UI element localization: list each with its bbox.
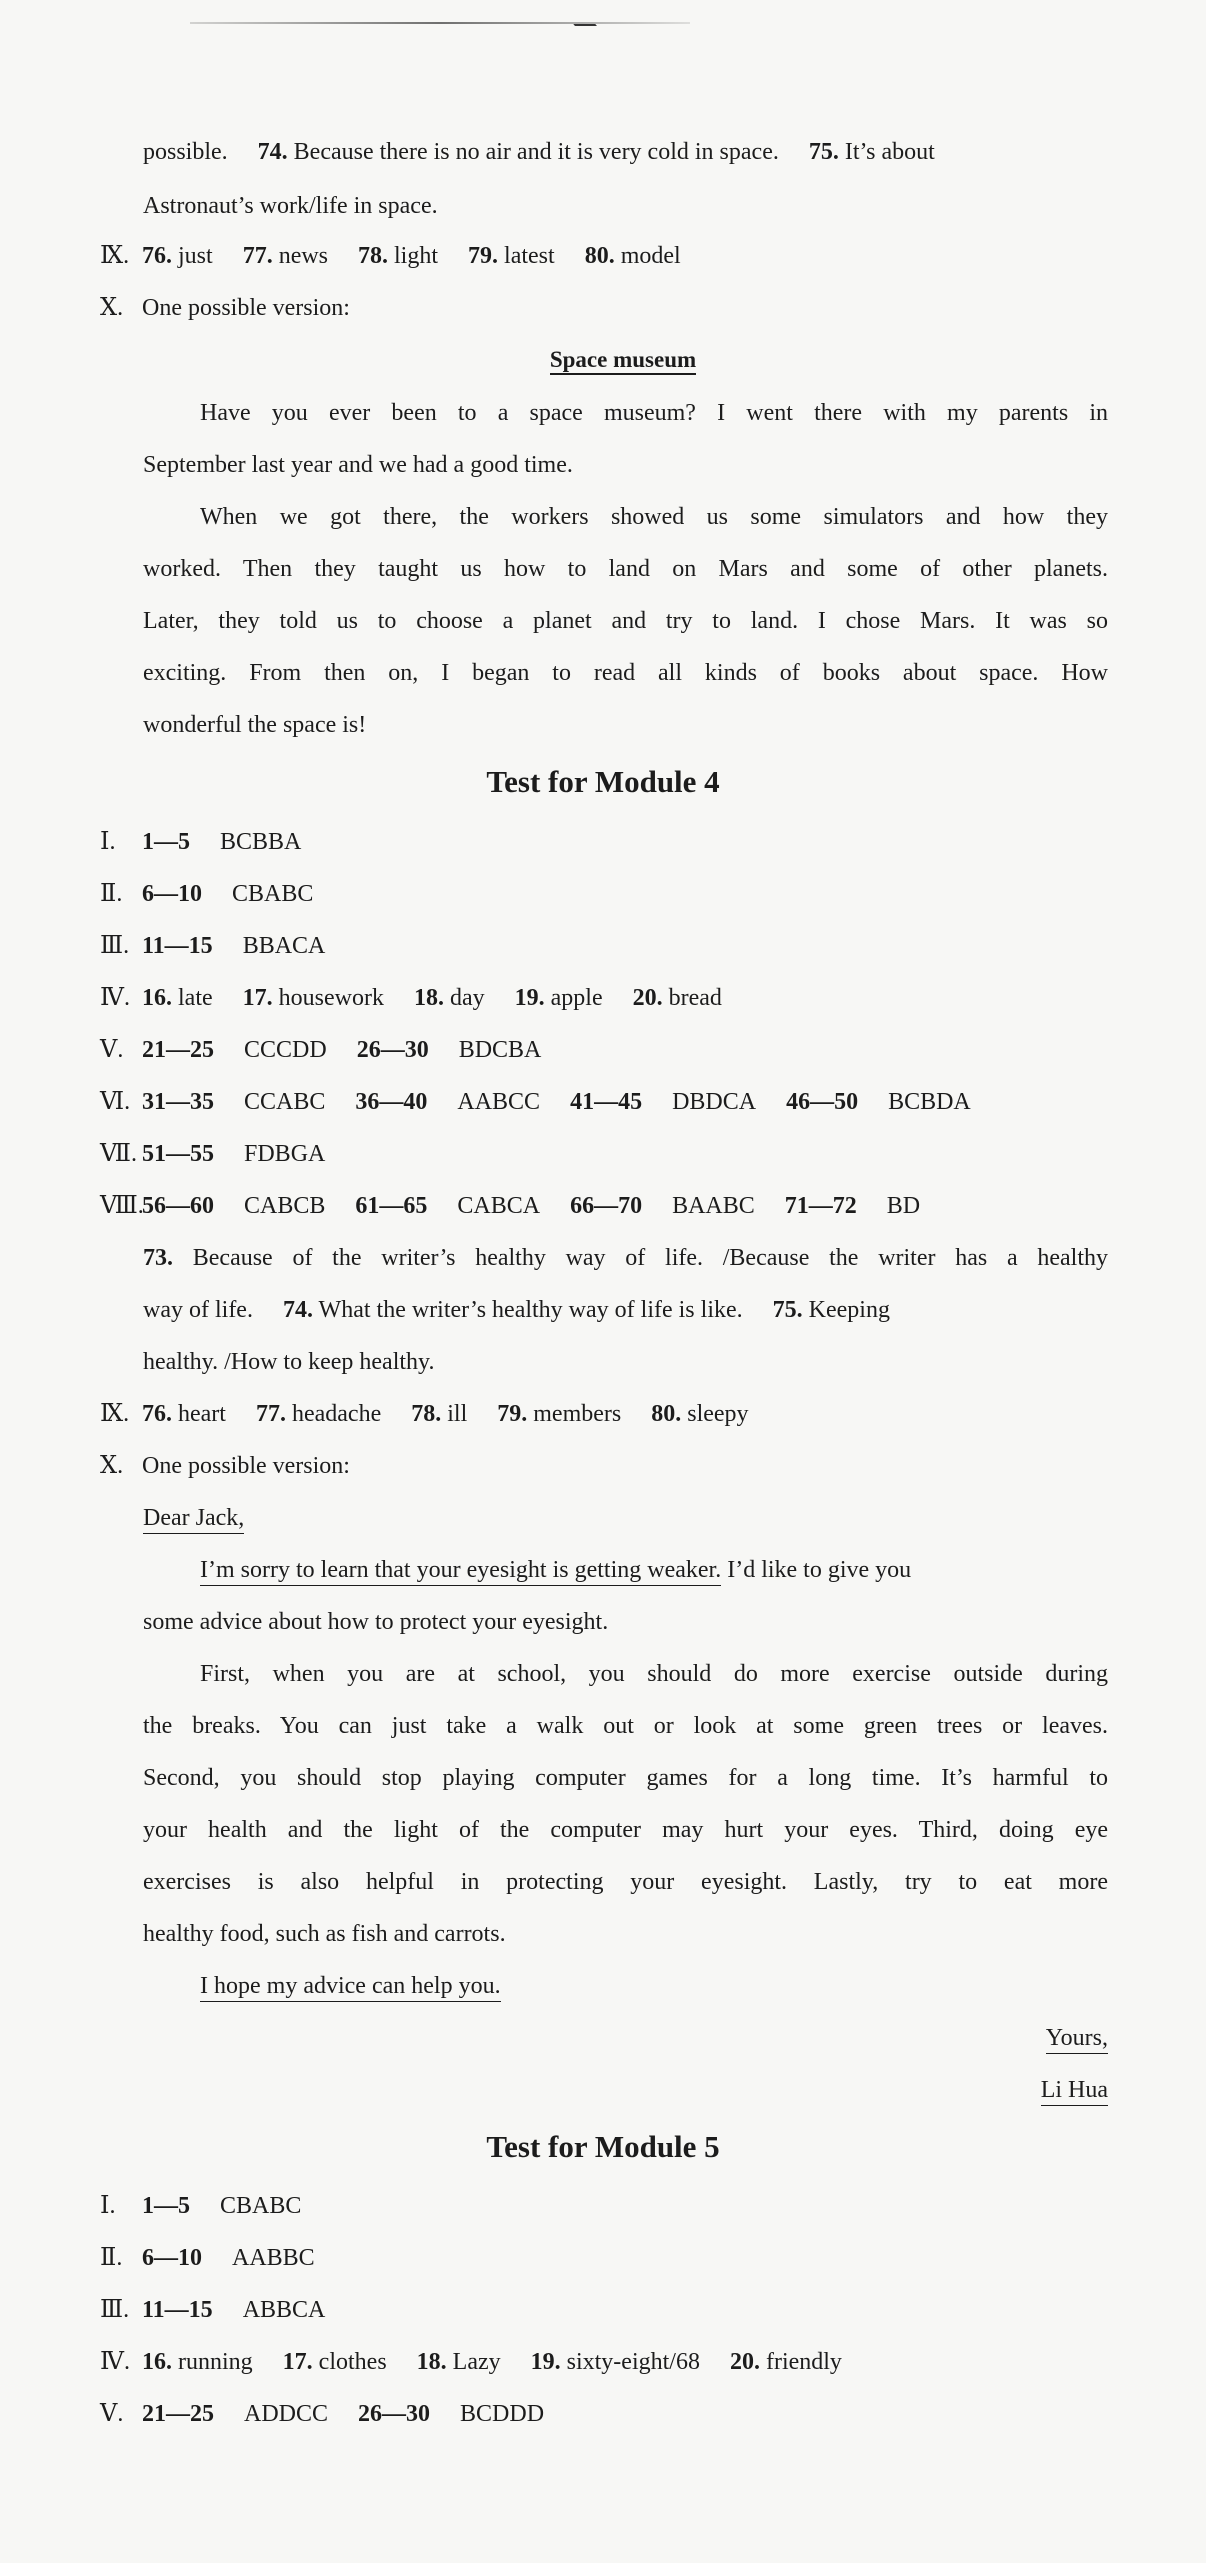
letter-p1-line2: some advice about how to protect your eyesight. [143, 1609, 609, 1635]
m4-sec8-line1: 73. Because of the writer’s healthy way of life. /Because the writer has a healthy [143, 1245, 1109, 1271]
m4-sec10: Ⅹ. One possible version: [100, 1453, 350, 1479]
essay-line: When we got there, the workers showed us some simulators and how they [200, 504, 1108, 530]
letter-line: First, when you are at school, you should do more exercise outside during [200, 1661, 1108, 1687]
m4-sec9: Ⅸ. 76. heart 77. headache 78. ill 79. members 80. sleepy [100, 1401, 749, 1427]
essay-line: exciting. From then on, I began to read all kinds of books about space. How [143, 660, 1108, 686]
essay-line: wonderful the space is! [143, 712, 367, 738]
letter-sign-off: Yours, [900, 2020, 1108, 2056]
m3-sec10: Ⅹ. One possible version: [100, 295, 350, 321]
m4-sec8-line2: way of life. 74. What the writer’s healthy way of life is like. 75. Keeping [143, 1297, 890, 1323]
essay-line: September last year and we had a good time. [143, 452, 573, 478]
essay-line: Have you ever been to a space museum? I went there with my parents in [200, 400, 1108, 426]
m3-sec9: Ⅸ. 76. just 77. news 78. light 79. latest 80. model [100, 243, 681, 269]
m5-sec5: Ⅴ. 21—25 ADDCC 26—30 BCDDD [100, 2401, 545, 2427]
m4-sec1: Ⅰ. 1—5 BCBBA [100, 829, 302, 855]
m4-sec7: Ⅶ. 51—55 FDBGA [100, 1141, 326, 1167]
essay-line: Later, they told us to choose a planet and try to land. I chose Mars. It was so [143, 608, 1108, 634]
letter-p1-line1: I’m sorry to learn that your eyesight is getting weaker. I’d like to give you [200, 1552, 1108, 1588]
m4-sec5: Ⅴ. 21—25 CCCDD 26—30 BDCBA [100, 1037, 542, 1063]
letter-greeting: Dear Jack, [143, 1500, 1108, 1536]
m4-sec3: Ⅲ. 11—15 BBACA [100, 933, 326, 959]
m3-sec8-line1: possible. 74. Because there is no air and it is very cold in space. 75. It’s about [143, 139, 935, 165]
m4-sec6: Ⅵ. 31—35 CCABC 36—40 AABCC 41—45 DBDCA 46—50 BCBDA [100, 1089, 971, 1115]
m4-sec8: Ⅷ.56—60 CABCB 61—65 CABCA 66—70 BAABC 71—72 BD [100, 1193, 921, 1219]
top-rule [190, 22, 690, 24]
essay-line: worked. Then they taught us how to land on Mars and some of other planets. [143, 556, 1108, 582]
letter-line: Second, you should stop playing computer games for a long time. It’s harmful to [143, 1765, 1108, 1791]
letter-line: exercises is also helpful in protecting your eyesight. Lastly, try to eat more [143, 1869, 1108, 1895]
essay-title: Space museum [0, 343, 1206, 377]
m4-sec2: Ⅱ. 6—10 CBABC [100, 881, 314, 907]
module-4-title: Test for Module 4 [486, 764, 720, 799]
letter-closing-line: I hope my advice can help you. [200, 1968, 1108, 2004]
letter-signature: Li Hua [900, 2072, 1108, 2108]
m3-sec8-line2: Astronaut’s work/life in space. [143, 193, 438, 219]
m5-sec1: Ⅰ. 1—5 CBABC [100, 2193, 302, 2219]
m5-sec4: Ⅳ. 16. running 17. clothes 18. Lazy 19. sixty-eight/68 20. friendly [100, 2349, 842, 2375]
m4-sec4: Ⅳ. 16. late 17. housework 18. day 19. apple 20. bread [100, 985, 722, 1011]
m4-sec8-line3: healthy. /How to keep healthy. [143, 1349, 435, 1375]
letter-line: your health and the light of the computer may hurt your eyes. Third, doing eye [143, 1817, 1108, 1843]
letter-line: the breaks. You can just take a walk out or look at some green trees or leaves. [143, 1713, 1108, 1739]
letter-line: healthy food, such as fish and carrots. [143, 1921, 506, 1947]
module-5-title: Test for Module 5 [486, 2129, 720, 2164]
top-mark [573, 24, 608, 40]
m5-sec2: Ⅱ. 6—10 AABBC [100, 2245, 315, 2271]
m5-sec3: Ⅲ. 11—15 ABBCA [100, 2297, 326, 2323]
